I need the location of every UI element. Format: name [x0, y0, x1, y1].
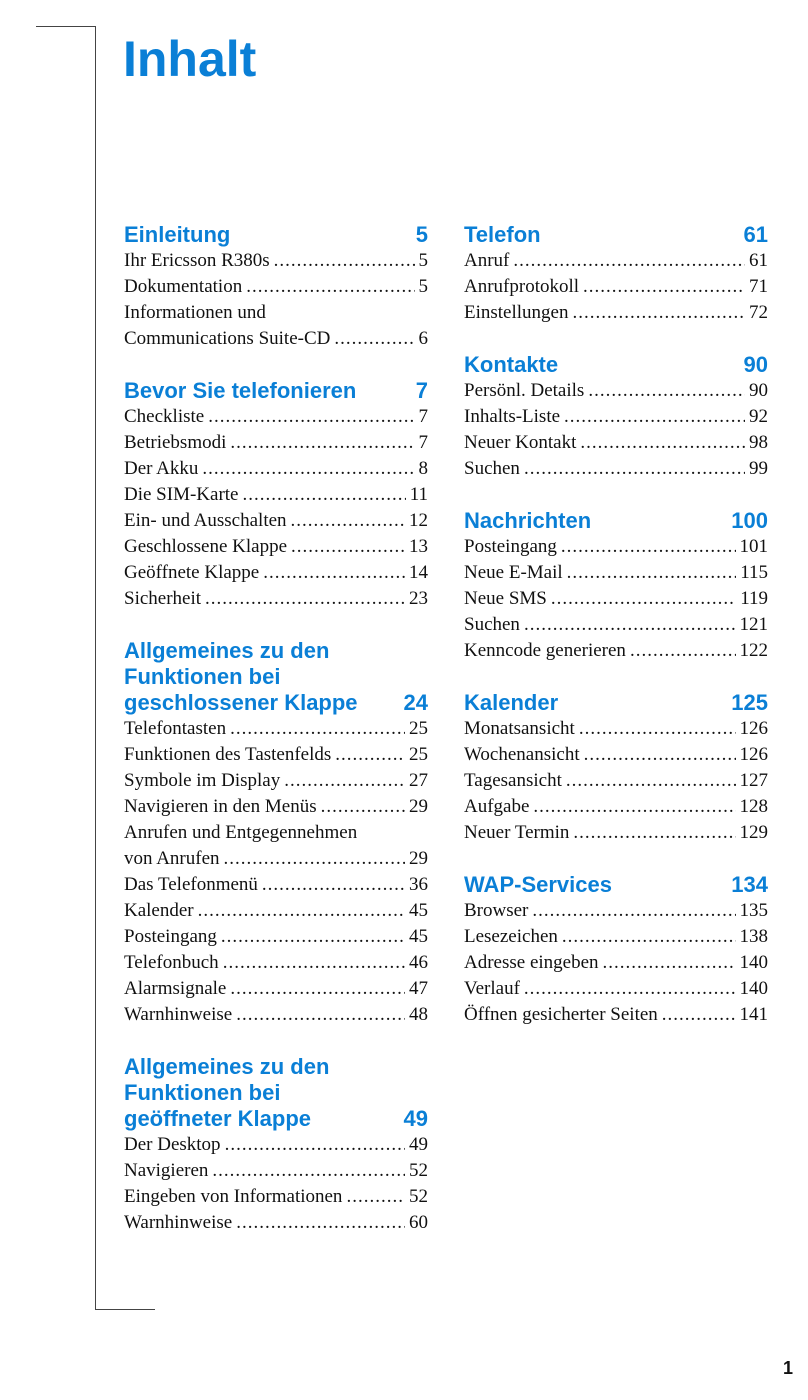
toc-entry-label: Geöffnete Klappe [124, 562, 260, 583]
toc-entry[interactable] [124, 742, 428, 768]
toc-entry-label: Neuer Kontakt [464, 432, 577, 453]
toc-entry-page: 46 [409, 952, 428, 973]
toc-entry-label: Funktionen des Tastenfelds [124, 744, 332, 765]
section-heading[interactable] [464, 222, 768, 248]
section-heading-title: WAP-Services [464, 872, 612, 897]
toc-entry-label: Neue SMS [464, 588, 547, 609]
toc-entry-label: Öffnen gesicherter Seiten [464, 1004, 658, 1025]
toc-entry-label: Checkliste [124, 406, 205, 427]
toc-entry-leader-dots [533, 794, 735, 820]
toc-entry-page: 135 [739, 900, 768, 921]
toc-entry-label: Wochenansicht [464, 744, 580, 765]
toc-entry-leader-dots [584, 742, 736, 768]
toc-entry[interactable] [464, 274, 768, 300]
toc-entry-page: 115 [740, 562, 768, 583]
toc-entry-page: 48 [409, 1004, 428, 1025]
toc-entry-label: Anrufen und Entgegennehmen [124, 822, 358, 843]
section-heading-page: 134 [731, 872, 768, 897]
toc-entry-page: 25 [409, 718, 428, 739]
toc-entry-leader-dots [212, 1158, 405, 1184]
toc-entry-page: 29 [409, 848, 428, 869]
toc-entry-page: 127 [739, 770, 768, 791]
toc-entry-label: Ein- und Ausschalten [124, 510, 287, 531]
section-heading[interactable] [124, 378, 428, 404]
toc-entry-label: Warnhinweise [124, 1212, 233, 1233]
toc-entry-page: 47 [409, 978, 428, 999]
toc-section-bevor-sie-telefonieren-1 [124, 378, 428, 612]
toc-entry-label: Aufgabe [464, 796, 530, 817]
toc-left-column [124, 222, 428, 1262]
toc-entry[interactable] [124, 274, 428, 300]
toc-entry-label: Der Akku [124, 458, 199, 479]
toc-entry-leader-dots [274, 248, 415, 274]
toc-entry-page: 101 [739, 536, 768, 557]
toc-entry-page: 6 [418, 328, 428, 349]
toc-entry[interactable] [464, 742, 768, 768]
toc-entry[interactable] [124, 846, 428, 872]
section-heading-title: Kontakte [464, 352, 559, 377]
toc-right-column [464, 222, 768, 1054]
toc-entry-page: 7 [418, 432, 428, 453]
toc-entry-label: Symbole im Display [124, 770, 281, 791]
toc-entry-page: 90 [749, 380, 768, 401]
frame-bottom-line [95, 1309, 155, 1310]
toc-entry-page: 11 [409, 484, 428, 505]
toc-entry-leader-dots [566, 768, 736, 794]
toc-entry-leader-dots [291, 534, 405, 560]
toc-entry-page: 119 [740, 588, 768, 609]
toc-entry[interactable] [124, 1132, 428, 1158]
toc-entry-label: Posteingang [124, 926, 217, 947]
page-number: 1 [783, 1358, 794, 1378]
toc-entry-label: Verlauf [464, 978, 520, 999]
section-heading-title: Nachrichten [464, 508, 592, 533]
toc-entry-page: 14 [409, 562, 428, 583]
toc-entry-page: 23 [409, 588, 428, 609]
toc-section-nachrichten-2 [464, 508, 768, 664]
toc-entry-page: 13 [409, 536, 428, 557]
toc-entry-leader-dots [562, 924, 736, 950]
toc-entry-page: 121 [739, 614, 768, 635]
toc-entry-page: 61 [749, 250, 768, 271]
toc-entry-page: 52 [409, 1160, 428, 1181]
toc-entry-leader-dots [567, 560, 737, 586]
toc-entry-label: Neue E-Mail [464, 562, 563, 583]
toc-entry-label: Anruf [464, 250, 510, 271]
toc-entry-leader-dots [284, 768, 405, 794]
toc-entry[interactable] [124, 820, 428, 846]
toc-entry-leader-dots [321, 794, 405, 820]
toc-entry-label: Lesezeichen [464, 926, 558, 947]
toc-entry-leader-dots [243, 482, 406, 508]
toc-entry-leader-dots [205, 586, 405, 612]
section-heading-page: 5 [415, 222, 428, 247]
toc-entry[interactable] [124, 872, 428, 898]
toc-entry[interactable] [124, 326, 428, 352]
toc-entry-leader-dots [573, 820, 735, 846]
toc-entry-label: Telefontasten [124, 718, 227, 739]
toc-section-kontakte-1 [464, 352, 768, 482]
toc-entry-leader-dots [564, 404, 745, 430]
toc-entry-leader-dots [208, 404, 414, 430]
section-heading[interactable] [464, 352, 768, 378]
frame-vertical-line [95, 26, 96, 1310]
toc-entry-page: 12 [409, 510, 428, 531]
toc-section-allgemeines-zu-den-2 [124, 638, 428, 1028]
toc-entry-leader-dots [583, 274, 745, 300]
toc-entry-leader-dots [551, 586, 736, 612]
toc-entry[interactable] [464, 716, 768, 742]
toc-entry-leader-dots [524, 612, 736, 638]
toc-entry-page: 141 [739, 1004, 768, 1025]
toc-entry[interactable] [124, 976, 428, 1002]
toc-section-telefon-0 [464, 222, 768, 326]
toc-entry-leader-dots [246, 274, 414, 300]
toc-entry-page: 98 [749, 432, 768, 453]
toc-entry-page: 7 [418, 406, 428, 427]
toc-entry-leader-dots [225, 1132, 405, 1158]
toc-entry[interactable] [124, 768, 428, 794]
toc-entry-leader-dots [513, 248, 745, 274]
toc-entry-leader-dots [221, 924, 405, 950]
toc-entry-label: Betriebsmodi [124, 432, 227, 453]
section-heading-page: 49 [403, 1106, 428, 1131]
toc-entry-label: Navigieren [124, 1160, 209, 1181]
toc-entry-leader-dots [230, 716, 405, 742]
toc-entry-page: 138 [739, 926, 768, 947]
toc-entry-leader-dots [346, 1184, 405, 1210]
section-heading[interactable] [124, 638, 428, 716]
toc-entry-page: 71 [749, 276, 768, 297]
toc-entry-leader-dots [224, 846, 405, 872]
toc-entry-page: 27 [409, 770, 428, 791]
toc-entry[interactable] [124, 430, 428, 456]
toc-entry-label: Suchen [464, 458, 520, 479]
toc-entry-page: 92 [749, 406, 768, 427]
toc-entry-label: Geschlossene Klappe [124, 536, 288, 557]
toc-entry[interactable] [464, 794, 768, 820]
section-heading[interactable] [464, 690, 768, 716]
toc-entry-leader-dots [580, 430, 745, 456]
toc-entry-label: Ihr Ericsson R380s [124, 250, 270, 271]
toc-entry-page: 126 [739, 744, 768, 765]
toc-entry-page: 45 [409, 926, 428, 947]
toc-entry-leader-dots [588, 378, 745, 404]
toc-entry-page: 52 [409, 1186, 428, 1207]
toc-entry-label: Neuer Termin [464, 822, 570, 843]
toc-entry-label: Posteingang [464, 536, 557, 557]
section-heading[interactable] [124, 222, 428, 248]
section-heading-page: 61 [743, 222, 768, 247]
toc-entry-label: Informationen und [124, 302, 266, 323]
toc-entry-page: 29 [409, 796, 428, 817]
toc-entry-page: 49 [409, 1134, 428, 1155]
toc-entry[interactable] [124, 794, 428, 820]
section-heading-title: Bevor Sie telefonieren [124, 378, 357, 403]
toc-entry-label: Inhalts-Liste [464, 406, 561, 427]
toc-entry-leader-dots [603, 950, 736, 976]
toc-entry-label: Monatsansicht [464, 718, 575, 739]
toc-entry[interactable] [464, 976, 768, 1002]
toc-entry-leader-dots [263, 560, 405, 586]
toc-entry-leader-dots [335, 742, 405, 768]
section-heading-page: 100 [731, 508, 768, 533]
toc-entry-label: Tagesansicht [464, 770, 562, 791]
section-heading-page: 125 [731, 690, 768, 715]
toc-entry[interactable] [124, 456, 428, 482]
toc-entry[interactable] [124, 586, 428, 612]
toc-entry-page: 128 [739, 796, 768, 817]
toc-entry-label: Warnhinweise [124, 1004, 233, 1025]
toc-entry[interactable] [124, 1002, 428, 1028]
toc-entry-page: 99 [749, 458, 768, 479]
toc-entry[interactable] [464, 248, 768, 274]
toc-entry[interactable] [124, 534, 428, 560]
toc-entry-leader-dots [561, 534, 736, 560]
section-heading[interactable] [464, 508, 768, 534]
toc-entry[interactable] [464, 1002, 768, 1028]
section-heading-title: Telefon [464, 222, 541, 247]
toc-entry-page: 140 [739, 952, 768, 973]
toc-entry[interactable] [464, 612, 768, 638]
toc-entry-page: 140 [739, 978, 768, 999]
toc-entry-page: 129 [739, 822, 768, 843]
toc-entry-label: Communications Suite-CD [124, 328, 331, 349]
toc-entry[interactable] [464, 534, 768, 560]
toc-entry-label: Sicherheit [124, 588, 202, 609]
section-heading-page: 90 [743, 352, 768, 377]
section-heading[interactable] [124, 1054, 428, 1132]
toc-entry-label: Telefonbuch [124, 952, 219, 973]
toc-entry-label: von Anrufen [124, 848, 220, 869]
toc-entry[interactable] [124, 508, 428, 534]
toc-entry[interactable] [124, 898, 428, 924]
toc-section-einleitung-0 [124, 222, 428, 352]
toc-entry[interactable] [464, 456, 768, 482]
toc-entry-label: Persönl. Details [464, 380, 585, 401]
toc-entry-leader-dots [236, 1210, 405, 1236]
section-heading-title: Allgemeines zu den Funktionen bei geöffneter Klappe [124, 1054, 330, 1131]
toc-entry[interactable] [464, 768, 768, 794]
toc-entry[interactable] [464, 560, 768, 586]
toc-entry-page: 72 [749, 302, 768, 323]
toc-entry-label: Anrufprotokoll [464, 276, 580, 297]
toc-entry[interactable] [124, 924, 428, 950]
toc-entry[interactable] [124, 716, 428, 742]
toc-entry-leader-dots [262, 872, 405, 898]
toc-entry-label: Suchen [464, 614, 520, 635]
section-heading-title: Allgemeines zu den Funktionen bei geschlossener Klappe [124, 638, 358, 715]
toc-section-wap-services-4 [464, 872, 768, 1028]
toc-entry-page: 60 [409, 1212, 428, 1233]
toc-entry-page: 36 [409, 874, 428, 895]
toc-entry-label: Dokumentation [124, 276, 243, 297]
toc-entry-label: Browser [464, 900, 529, 921]
toc-entry-label: Eingeben von Informationen [124, 1186, 343, 1207]
toc-entry[interactable] [124, 482, 428, 508]
toc-entry-leader-dots [230, 430, 414, 456]
toc-entry-label: Adresse eingeben [464, 952, 599, 973]
section-heading-page: 7 [415, 378, 428, 403]
toc-section-kalender-3 [464, 690, 768, 846]
toc-entry-label: Kenncode generieren [464, 640, 626, 661]
toc-entry-page: 5 [418, 250, 428, 271]
toc-entry-label: Navigieren in den Menüs [124, 796, 317, 817]
toc-entry[interactable] [124, 248, 428, 274]
toc-entry[interactable] [124, 404, 428, 430]
toc-entry[interactable] [464, 300, 768, 326]
toc-entry-leader-dots [662, 1002, 736, 1028]
toc-entry[interactable] [464, 820, 768, 846]
toc-entry[interactable] [464, 430, 768, 456]
toc-entry-leader-dots [223, 950, 405, 976]
toc-entry-leader-dots [202, 456, 414, 482]
toc-entry-label: Die SIM-Karte [124, 484, 239, 505]
toc-entry-leader-dots [230, 976, 405, 1002]
section-heading-page: 24 [403, 690, 428, 715]
toc-entry-label: Alarmsignale [124, 978, 227, 999]
toc-section-allgemeines-zu-den-3 [124, 1054, 428, 1236]
toc-entry-label: Das Telefonmenü [124, 874, 258, 895]
toc-entry[interactable] [464, 924, 768, 950]
toc-entry-leader-dots [532, 898, 735, 924]
toc-entry[interactable] [464, 586, 768, 612]
toc-entry[interactable] [464, 898, 768, 924]
toc-entry-page: 25 [409, 744, 428, 765]
toc-entry[interactable] [124, 300, 428, 326]
toc-entry-leader-dots [291, 508, 405, 534]
toc-entry-page: 45 [409, 900, 428, 921]
toc-entry-page: 8 [418, 458, 428, 479]
toc-entry-leader-dots [630, 638, 736, 664]
toc-entry-leader-dots [334, 326, 414, 352]
toc-entry-page: 5 [418, 276, 428, 297]
toc-entry-page: 122 [739, 640, 768, 661]
toc-entry[interactable] [124, 1184, 428, 1210]
toc-entry-label: Einstellungen [464, 302, 569, 323]
section-heading[interactable] [464, 872, 768, 898]
page-title: Inhalt [123, 31, 257, 87]
frame-top-line [36, 26, 96, 27]
toc-entry[interactable] [124, 950, 428, 976]
toc-entry[interactable] [464, 950, 768, 976]
section-heading-title: Einleitung [124, 222, 231, 247]
section-heading-title: Kalender [464, 690, 559, 715]
toc-entry[interactable] [124, 1210, 428, 1236]
toc-entry-leader-dots [524, 456, 745, 482]
toc-entry-label: Der Desktop [124, 1134, 221, 1155]
toc-entry[interactable] [464, 378, 768, 404]
toc-entry-label: Kalender [124, 900, 194, 921]
toc-entry[interactable] [124, 560, 428, 586]
toc-entry[interactable] [464, 638, 768, 664]
toc-entry[interactable] [464, 404, 768, 430]
toc-entry-leader-dots [572, 300, 745, 326]
toc-entry[interactable] [124, 1158, 428, 1184]
toc-entry-leader-dots [198, 898, 405, 924]
toc-entry-leader-dots [579, 716, 736, 742]
toc-entry-leader-dots [524, 976, 736, 1002]
toc-entry-page: 126 [739, 718, 768, 739]
toc-entry-leader-dots [236, 1002, 405, 1028]
